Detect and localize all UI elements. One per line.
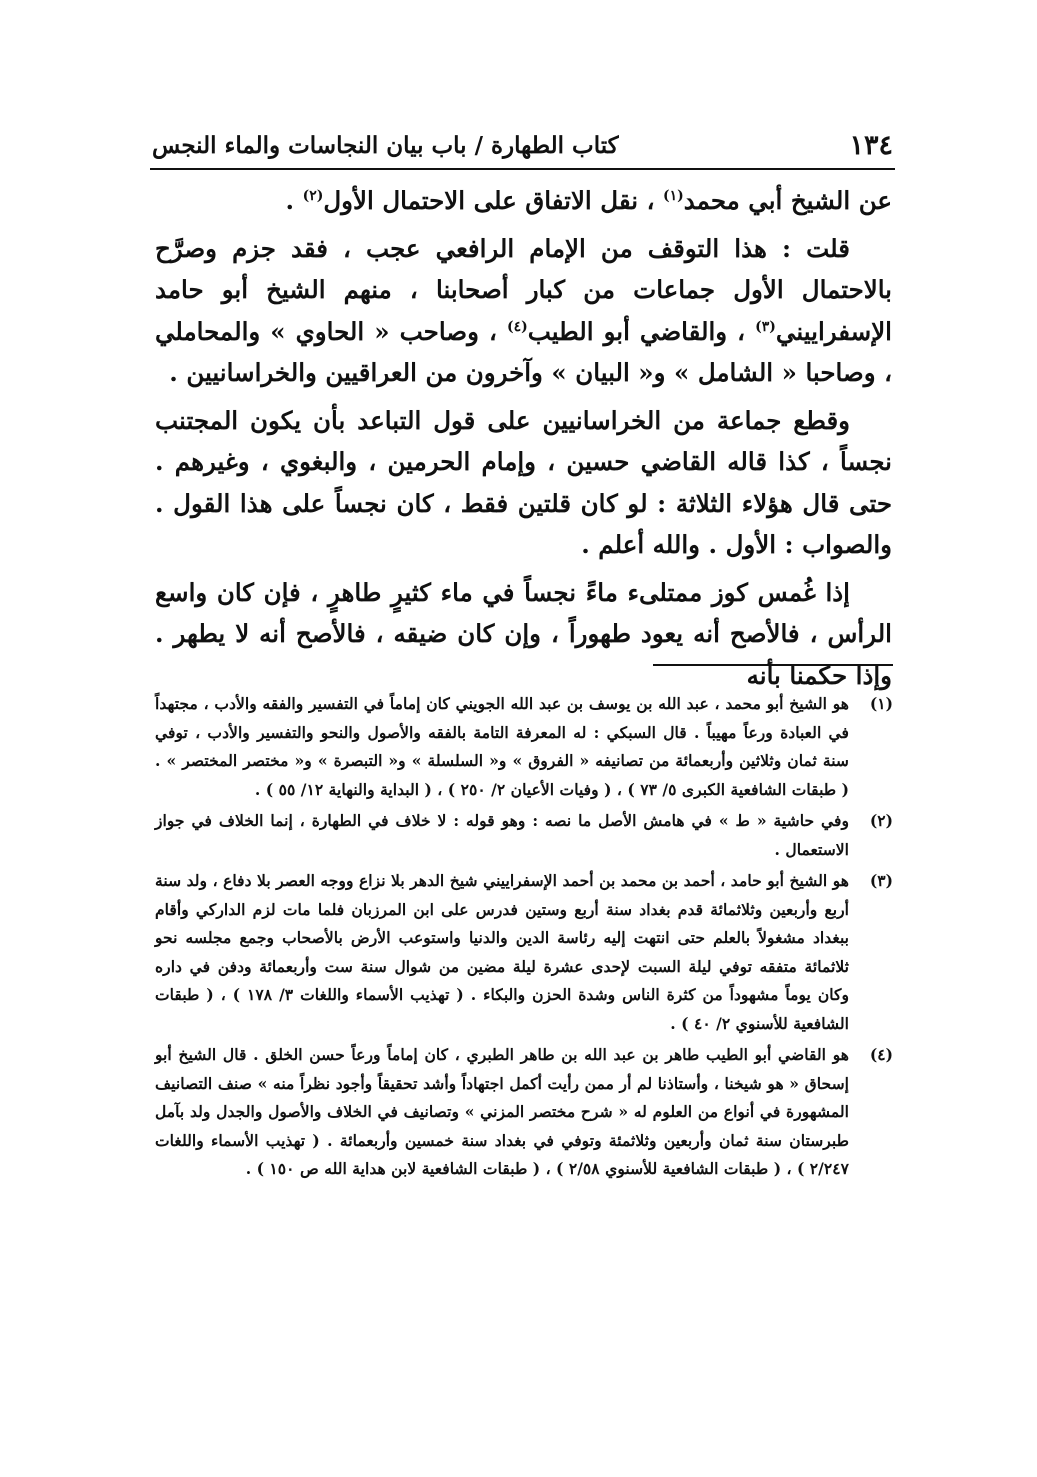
footnote-separator <box>653 664 893 666</box>
footnote-ref-2: (٢) <box>302 187 324 204</box>
footnote-ref-4: (٤) <box>506 318 528 335</box>
paragraph-1-part-a: عن الشيخ أبي محمد <box>683 186 892 215</box>
footnote-text: هو الشيخ أبو حامد ، أحمد بن محمد بن أحمد الإسفراييني شيخ الدهر بلا نزاع ووجه العصر بلا دفاع ، ولد سنة أربع وأربعين وثلاثمائة قدم بغداد سنة أربع وستين فدرس على ابن المرزبان فلما مات لزم الداركي وأقام ببغداد مشغولاً بالعلم حتى انتهت إليه رئاسة الدين والدنيا واستوعب الأرض بالأصحاب وجمع مجلسه نحو ثلاثمائة متفقه توفي ليلة السبت لإحدى عشرة ليلة مضين من شوال سنة ست وأربعمائة ودفن في داره وكان يوماً مشهوداً من كثرة الناس وشدة الحزن والبكاء . ( تهذيب الأسماء واللغات ٣/ ١٧٨ ) ، ( طبقات الشافعية للأسنوي ٢/ ٤٠ ) . <box>155 871 849 1033</box>
footnote-3 <box>155 867 893 1038</box>
page-header <box>150 128 895 170</box>
footnote-number: (١) <box>869 694 893 713</box>
paragraph-1 <box>155 180 892 222</box>
footnote-number: (٤) <box>869 1045 893 1064</box>
paragraph-3: وقطع جماعة من الخراسانيين على قول التباعد بأن يكون المجتنب نجساً ، كذا قاله القاضي حسين ، وإمام الحرمين ، والبغوي ، وغيرهم . حتى قال هؤلاء الثلاثة : لو كان قلتين فقط ، كان نجساً على هذا القول . والصواب : الأول . والله أعلم . <box>155 405 892 559</box>
paragraph-1-part-c: . <box>285 186 303 215</box>
paragraph-2-part-a: قلت : هذا التوقف من الإمام الرافعي عجب ، فقد جزم وصرَّح بالاحتمال الأول جماعات من كبار أصحابنا ، منهم الشيخ أبو حامد الإسفراييني <box>155 233 892 346</box>
paragraph-2-part-c: ، وصاحب « الحاوي » والمحاملي ، وصاحبا « الشامل » و« البيان » وآخرون من العراقيين والخراسانيين . <box>155 316 892 387</box>
footnote-number: (٢) <box>869 811 893 830</box>
footnote-2 <box>155 807 893 864</box>
footnote-4 <box>155 1041 893 1184</box>
footnote-ref-1: (١) <box>663 187 684 204</box>
page-number: ١٣٤ <box>849 130 893 161</box>
footnote-ref-3: (٣) <box>755 318 776 335</box>
paragraph-4: إذا غُمس كوز ممتلىء ماءً نجساً في ماء كثيرٍ طاهرٍ ، فإن كان واسع الرأس ، فالأصح أنه يعود طهوراً ، وإن كان ضيقه ، فالأصح أنه لا يطهر . وإذا حكمنا بأنه <box>155 577 892 690</box>
paragraph-2 <box>155 228 892 394</box>
footnote-text: هو الشيخ أبو محمد ، عبد الله بن يوسف بن عبد الله الجويني كان إماماً في التفسير والفقه والأدب ، مجتهداً في العبادة ورعاً مهيباً . قال السبكي : له المعرفة التامة بالفقه والأصول والنحو والتفسير والأدب ، توفي سنة ثمان وثلاثين وأربعمائة من تصانيفه « الفروق » و« السلسلة » و« التبصرة » و« مختصر المختصر » . ( طبقات الشافعية الكبرى ٥/ ٧٣ ) ، ( وفيات الأعيان ٢/ ٢٥٠ ) ، ( البداية والنهاية ١٢/ ٥٥ ) . <box>155 694 849 799</box>
paragraph-1-part-b: ، نقل الاتفاق على الاحتمال الأول <box>323 186 664 215</box>
footnote-number: (٣) <box>869 871 893 890</box>
running-title: كتاب الطهارة / باب بيان النجاسات والماء النجس <box>152 132 619 159</box>
paragraph-2-part-b: ، والقاضي أبو الطيب <box>527 316 756 346</box>
main-text <box>155 180 892 702</box>
footnote-text: وفي حاشية « ط » في هامش الأصل ما نصه : وهو قوله : لا خلاف في الطهارة ، إنما الخلاف في جواز الاستعمال . <box>155 811 849 859</box>
footnote-1 <box>155 690 893 804</box>
footnotes <box>155 690 893 1187</box>
footnote-text: هو القاضي أبو الطيب طاهر بن عبد الله بن طاهر الطبري ، كان إماماً ورعاً حسن الخلق . قال الشيخ أبو إسحاق « هو شيخنا ، وأستاذنا لم أر ممن رأيت أكمل اجتهاداً وأشد تحقيقاً وأجود نظراً منه » صنف التصانيف المشهورة في أنواع من العلوم له « شرح مختصر المزني » وتصانيف في الخلاف والأصول والجدل ولد بآمل طبرستان سنة ثمان وأربعين وثلاثمئة وتوفي في بغداد سنة خمسين وأربعمائة . ( تهذيب الأسماء واللغات ٢/٢٤٧ ) ، ( طبقات الشافعية للأسنوي ٢/٥٨ ) ، ( طبقات الشافعية لابن هداية الله ص ١٥٠ ) . <box>155 1045 849 1178</box>
